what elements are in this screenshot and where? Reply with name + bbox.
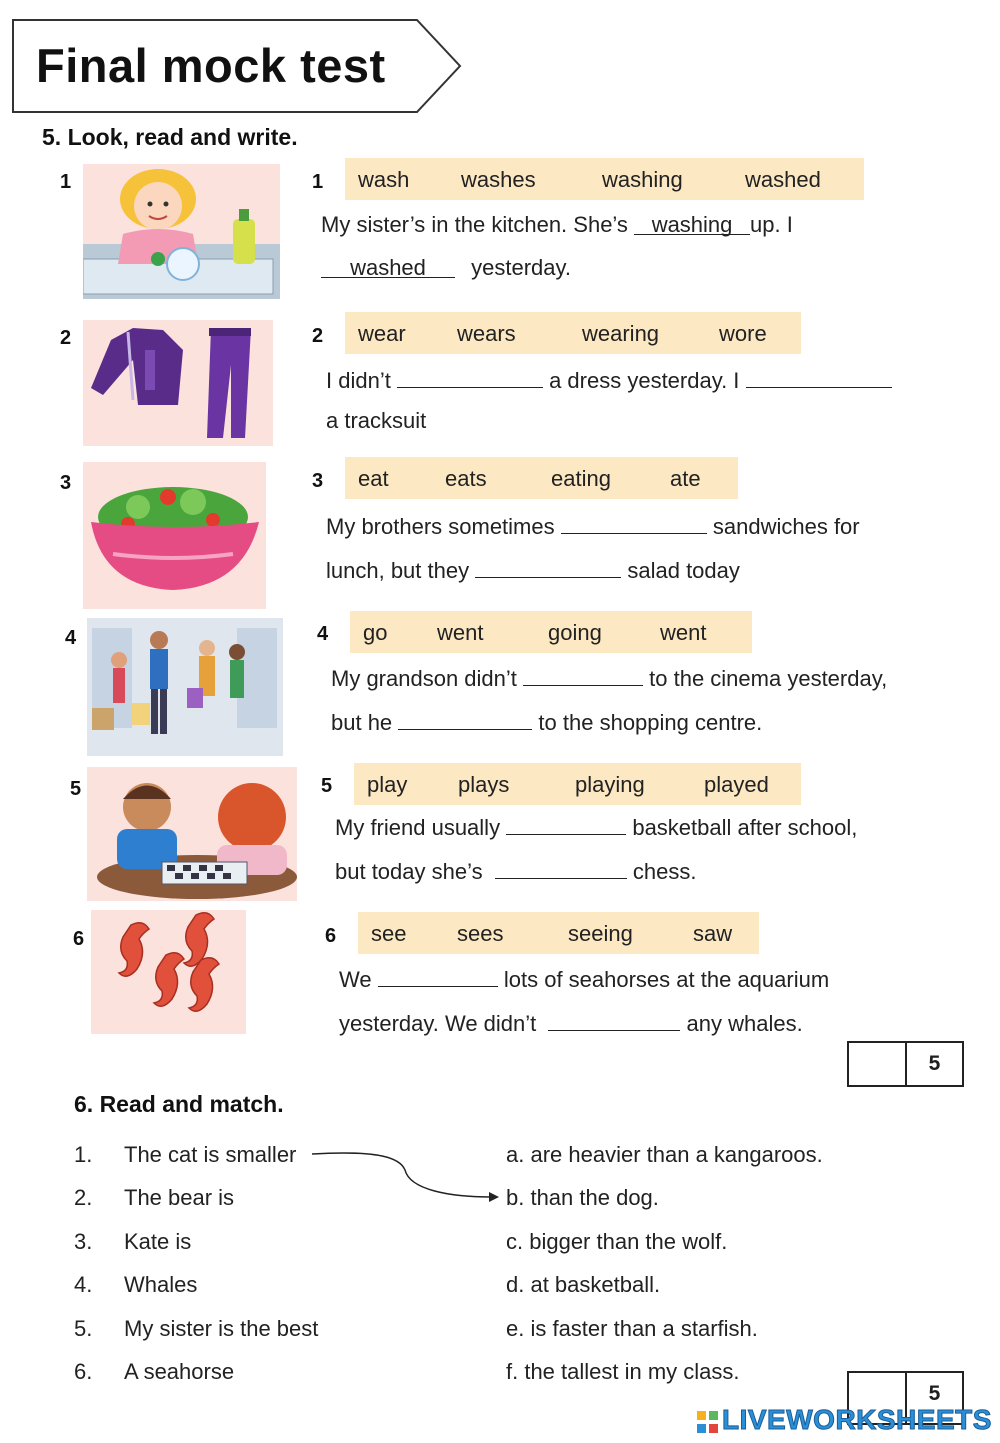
tracksuit-picture: [83, 320, 273, 446]
sentence-text: My sister’s in the kitchen. She’s: [321, 212, 628, 237]
match-right-item[interactable]: a. are heavier than a kangaroos.: [506, 1142, 823, 1167]
sentence-2-line-2: a tracksuit: [326, 408, 427, 433]
question-number-4: 4: [317, 623, 329, 645]
score-value: 5: [928, 1382, 941, 1405]
sentence-4-line-1: [331, 663, 887, 692]
match-left-number: 6.: [74, 1359, 93, 1384]
answer-blank[interactable]: [523, 663, 643, 686]
sentence-6-line-1: [339, 964, 829, 993]
answer-blank[interactable]: washing: [634, 212, 750, 235]
picture-number-2: 2: [60, 327, 72, 349]
sentence-3-line-2: [326, 555, 740, 584]
word-option: sees: [457, 921, 504, 946]
sentence-text: We: [339, 967, 372, 992]
word-option: eats: [445, 466, 487, 491]
word-option: play: [367, 772, 408, 797]
match-left-item[interactable]: Kate is: [124, 1229, 192, 1254]
word-option: see: [371, 921, 407, 946]
match-left-number: 3.: [74, 1229, 93, 1254]
word-option: plays: [458, 772, 510, 797]
picture-number-1: 1: [60, 171, 72, 193]
match-left-number: 1.: [74, 1142, 93, 1167]
word-option: wore: [719, 321, 767, 346]
seahorses-picture: [91, 910, 246, 1034]
sentence-text: salad today: [627, 558, 740, 583]
sentence-text: My brothers sometimes: [326, 514, 555, 539]
answer-blank[interactable]: [506, 812, 626, 835]
sentence-text: sandwiches for: [712, 514, 860, 539]
sentence-1-line-1: [321, 212, 793, 238]
match-arrow: [300, 1140, 510, 1210]
match-left-item[interactable]: My sister is the best: [124, 1316, 319, 1341]
answer-blank[interactable]: [398, 707, 532, 730]
match-left-item[interactable]: A seahorse: [124, 1359, 235, 1384]
sentence-text: chess.: [632, 859, 697, 884]
word-option: went: [437, 620, 484, 645]
word-option: eat: [358, 466, 389, 491]
word-bank-2: [345, 312, 801, 354]
sentence-text: lunch, but they: [326, 558, 470, 583]
picture-number-3: 3: [60, 472, 72, 494]
question-number-3: 3: [312, 470, 324, 492]
answer-blank[interactable]: [475, 555, 621, 578]
question-number-2: 2: [312, 325, 324, 347]
section-5-heading: 5. Look, read and write.: [42, 124, 298, 150]
word-option: played: [704, 772, 769, 797]
sentence-text: My grandson didn’t: [331, 666, 517, 691]
word-bank-1: [345, 158, 864, 200]
word-option: go: [363, 620, 388, 645]
match-right-item[interactable]: f. the tallest in my class.: [506, 1359, 740, 1384]
girl-washing-dishes-picture: [83, 164, 280, 299]
shopping-centre-picture: [87, 618, 283, 756]
sentence-text: to the shopping centre.: [538, 710, 763, 735]
sentence-3-line-1: [326, 511, 860, 540]
match-left-number: 4.: [74, 1272, 93, 1297]
sentence-1-line-2: [321, 255, 571, 281]
sentence-5-line-1: [335, 812, 857, 841]
score-value: 5: [928, 1052, 941, 1075]
question-number-1: 1: [312, 171, 324, 193]
answer-blank[interactable]: [495, 856, 627, 879]
word-option: ate: [670, 466, 701, 491]
question-number-5: 5: [321, 775, 333, 797]
answer-blank[interactable]: [378, 964, 498, 987]
sentence-4-line-2: [331, 707, 762, 736]
match-left-item[interactable]: The bear is: [124, 1185, 235, 1210]
answer-blank[interactable]: washed: [321, 255, 455, 278]
match-right-item[interactable]: c. bigger than the wolf.: [506, 1229, 728, 1254]
word-bank-4: [350, 611, 752, 653]
word-option: saw: [693, 921, 733, 946]
match-left-item[interactable]: Whales: [124, 1272, 198, 1297]
picture-number-5: 5: [70, 778, 82, 800]
sentence-text: but today she’s: [335, 859, 483, 884]
answer-blank[interactable]: [397, 365, 543, 388]
watermark-text: LIVEWORKSHEETS: [722, 1404, 992, 1435]
word-option: washes: [461, 167, 536, 192]
match-right-item[interactable]: b. than the dog.: [506, 1185, 659, 1210]
word-option: playing: [575, 772, 645, 797]
answer-blank[interactable]: [746, 365, 892, 388]
match-left-item[interactable]: The cat is smaller: [124, 1142, 297, 1167]
word-bank-5: [354, 763, 801, 805]
word-option: went: [660, 620, 707, 645]
word-option: wears: [457, 321, 516, 346]
sentence-5-line-2: [335, 856, 696, 885]
sentence-text: to the cinema yesterday,: [649, 666, 888, 691]
liveworksheets-logo-icon: [696, 1407, 720, 1439]
answer-blank[interactable]: [548, 1008, 680, 1031]
word-option: wash: [358, 167, 410, 192]
sentence-text: yesterday. We didn’t: [339, 1011, 537, 1036]
match-right-item[interactable]: d. at basketball.: [506, 1272, 661, 1297]
score-box: [847, 1041, 964, 1087]
sentence-6-line-2: [339, 1008, 803, 1037]
word-option: wearing: [582, 321, 660, 346]
match-left-number: 2.: [74, 1185, 93, 1210]
page-title: Final mock test: [36, 39, 386, 92]
sentence-text: any whales.: [686, 1011, 803, 1036]
word-option: washed: [745, 167, 821, 192]
word-option: wear: [358, 321, 406, 346]
sentence-2-line-1: [326, 365, 892, 394]
picture-number-4: 4: [65, 627, 77, 649]
word-option: going: [548, 620, 602, 645]
sentence-text: basketball after school,: [632, 815, 858, 840]
match-left-number: 5.: [74, 1316, 93, 1341]
question-number-6: 6: [325, 925, 337, 947]
sentence-text: My friend usually: [335, 815, 501, 840]
sentence-text: I didn’t: [326, 368, 391, 393]
word-option: washing: [602, 167, 683, 192]
sentence-text: up. I: [750, 212, 793, 237]
sentence-text: lots of seahorses at the aquarium: [503, 967, 830, 992]
sentence-text: yesterday.: [471, 255, 571, 280]
word-bank-6: [358, 912, 759, 954]
word-option: eating: [551, 466, 611, 491]
kids-playing-chess-picture: [87, 767, 297, 901]
answer-blank[interactable]: [561, 511, 707, 534]
sentence-text: a dress yesterday. I: [549, 368, 740, 393]
salad-bowl-picture: [83, 462, 266, 609]
word-option: seeing: [568, 921, 633, 946]
section-6-heading: 6. Read and match.: [74, 1091, 284, 1117]
match-right-item[interactable]: e. is faster than a starfish.: [506, 1316, 758, 1341]
word-bank-3: [345, 457, 738, 499]
picture-number-6: 6: [73, 928, 85, 950]
sentence-text: but he: [331, 710, 393, 735]
